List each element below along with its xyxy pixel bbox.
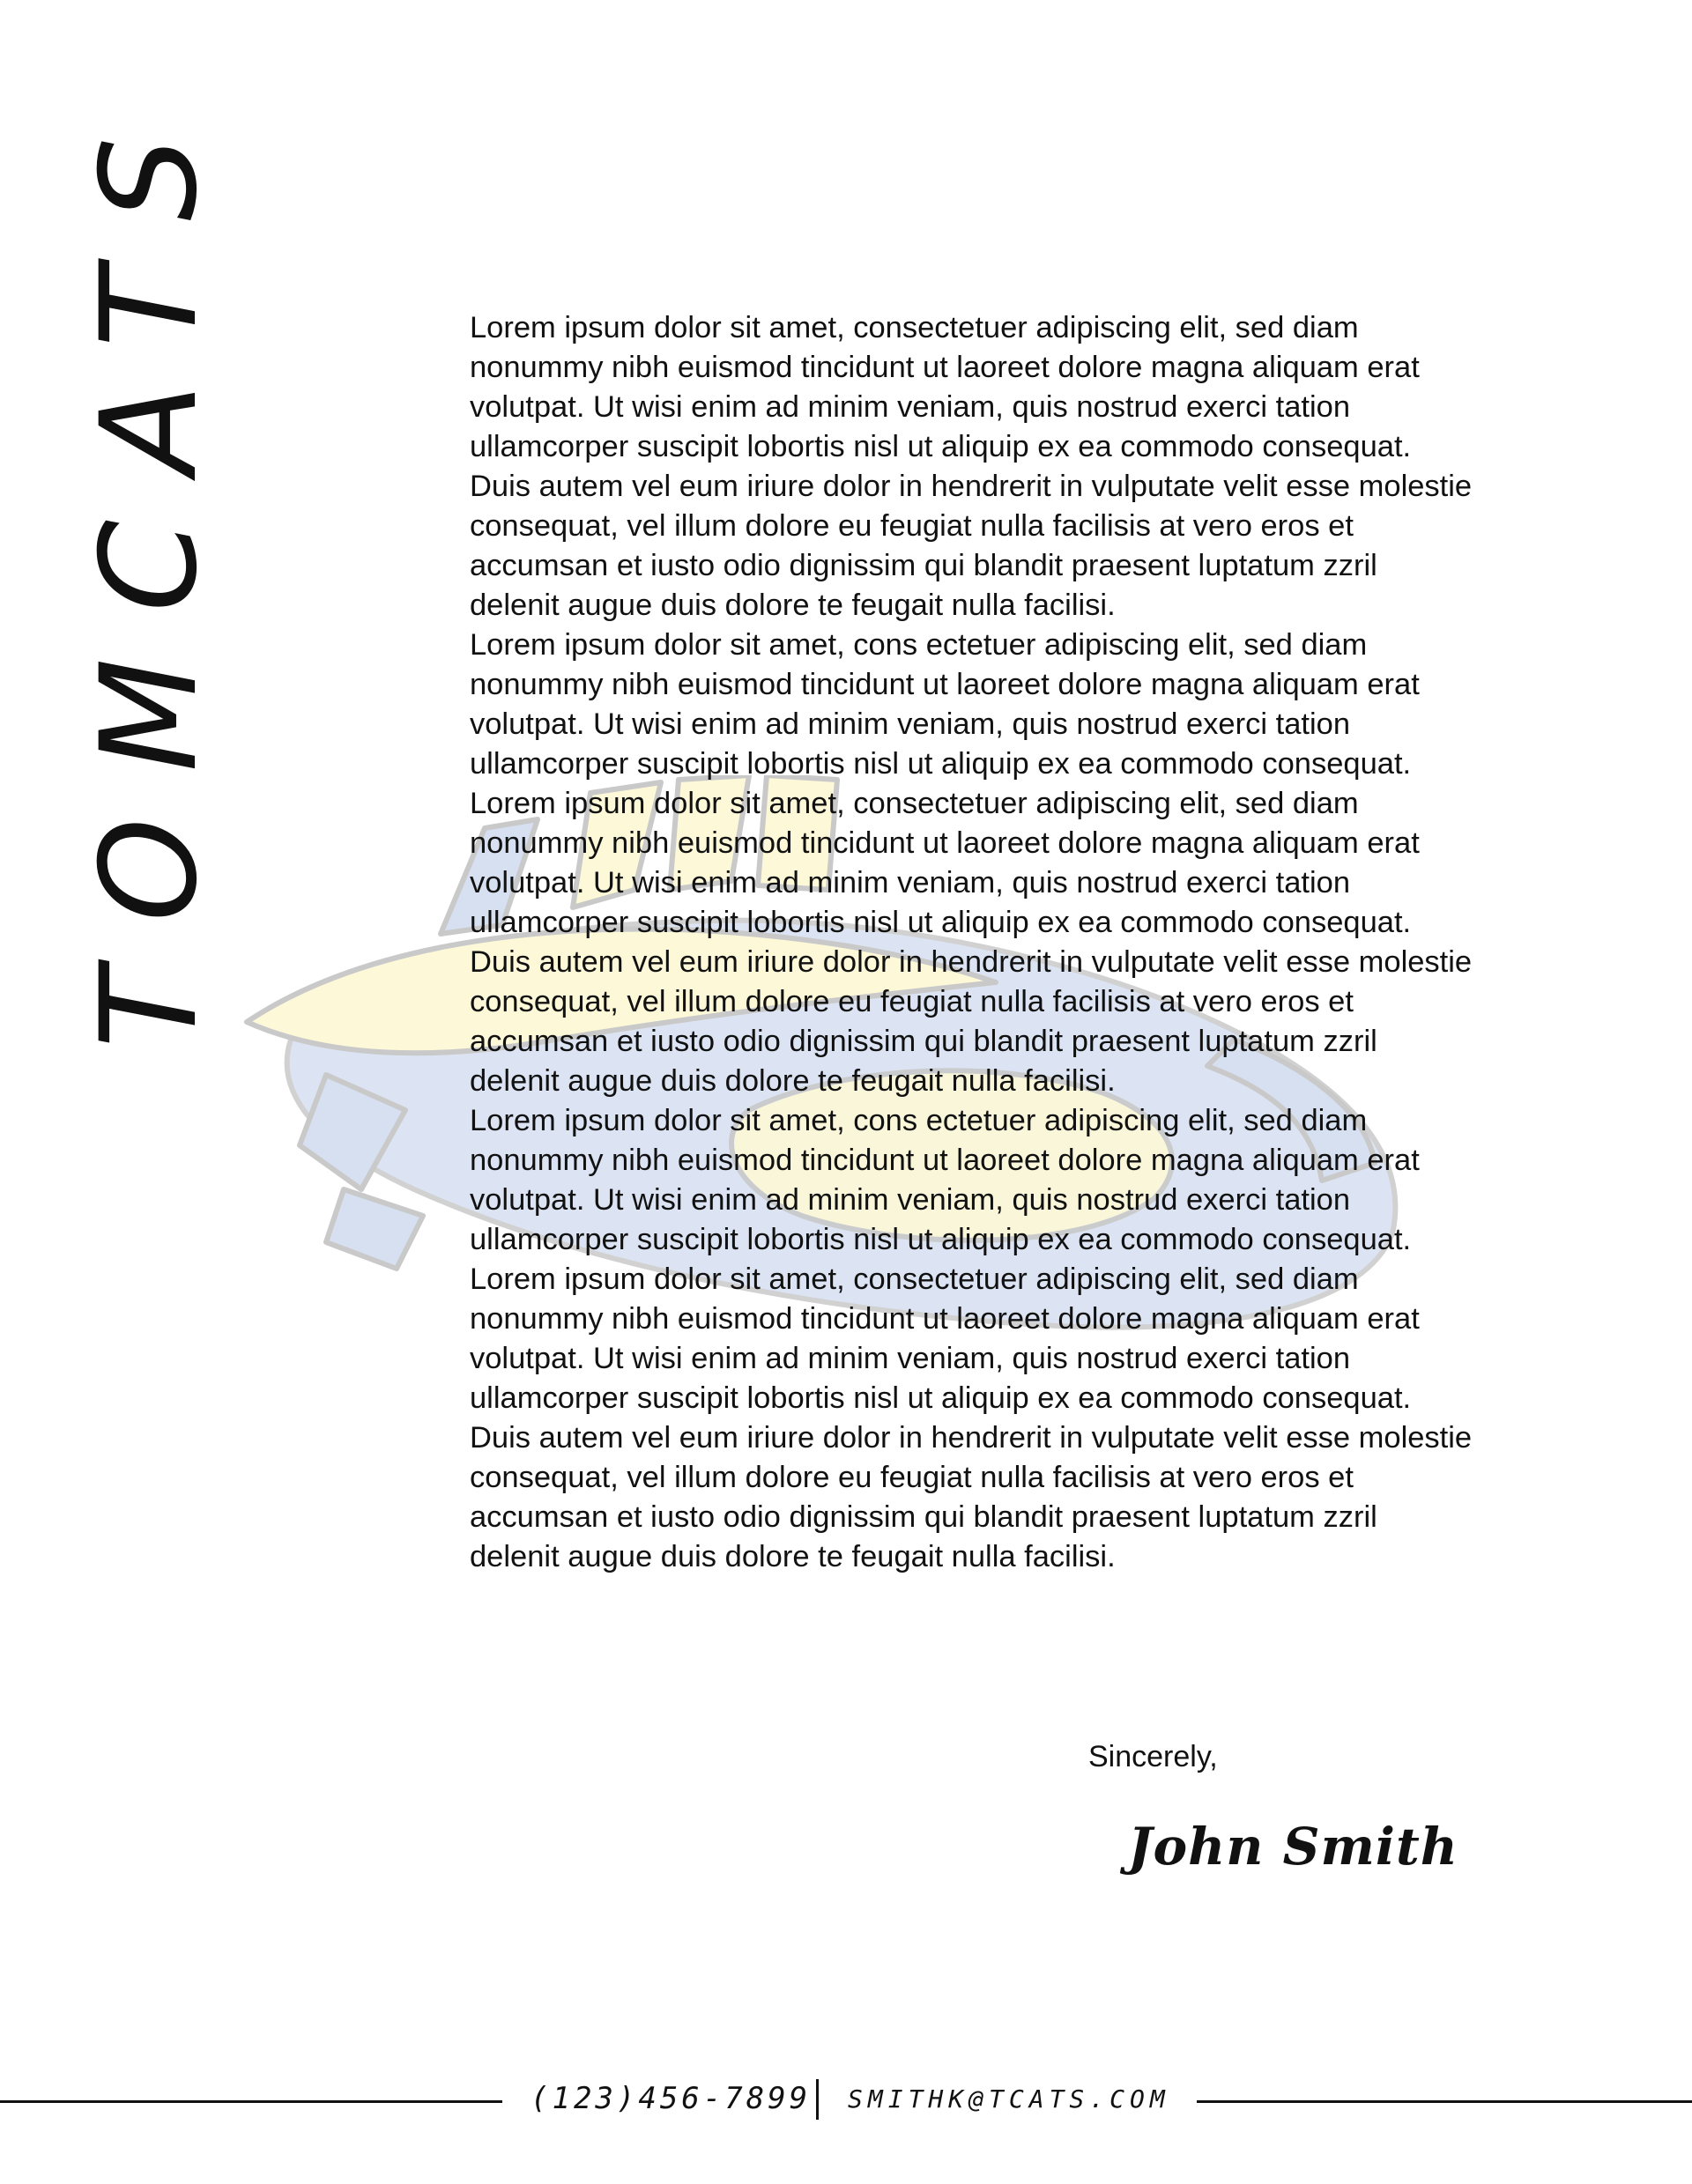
footer-rule-left	[0, 2100, 502, 2103]
letter-body	[470, 308, 1474, 1577]
closing-salutation: Sincerely,	[1088, 1740, 1218, 1773]
footer	[0, 2079, 1692, 2123]
body-paragraph-4: Lorem ipsum dolor sit amet, cons ectetuer adipiscing elit, sed diam nonummy nibh euismod tincidunt ut laoreet dolore magna aliquam erat volutpat. Ut wisi enim ad minim veniam, quis nostrud exerci tation ullamcorper suscipit lobortis nisl ut aliquip ex ea commodo consequat.	[470, 1104, 1420, 1256]
body-paragraph-3: Lorem ipsum dolor sit amet, consectetuer adipiscing elit, sed diam nonummy nibh euismod tincidunt ut laoreet dolore magna aliquam erat volutpat. Ut wisi enim ad minim veniam, quis nostrud exerci tation ullamcorper suscipit lobortis nisl ut aliquip ex ea commodo consequat. Duis autem vel eum iriure dolor in hendrerit in vulputate velit esse molestie consequat, vel illum dolore eu feugiat nulla facilisis at vero eros et accumsan et iusto odio dignissim qui blandit praesent luptatum zzril delenit augue duis dolore te feugait nulla facilisi.	[470, 787, 1473, 1098]
footer-phone: (123)456-7899	[531, 2081, 812, 2116]
body-paragraph-1: Lorem ipsum dolor sit amet, consectetuer adipiscing elit, sed diam nonummy nibh euismod tincidunt ut laoreet dolore magna aliquam erat volutpat. Ut wisi enim ad minim veniam, quis nostrud exerci tation ullamcorper suscipit lobortis nisl ut aliquip ex ea commodo consequat. Duis autem vel eum iriure dolor in hendrerit in vulputate velit esse molestie consequat, vel illum dolore eu feugiat nulla facilisis at vero eros et accumsan et iusto odio dignissim qui blandit praesent luptatum zzril delenit augue duis dolore te feugait nulla facilisi.	[470, 311, 1473, 622]
footer-email[interactable]: SMITHK@TCATS.COM	[848, 2084, 1170, 2114]
body-paragraph-2: Lorem ipsum dolor sit amet, cons ectetuer adipiscing elit, sed diam nonummy nibh euismod tincidunt ut laoreet dolore magna aliquam erat volutpat. Ut wisi enim ad minim veniam, quis nostrud exerci tation ullamcorper suscipit lobortis nisl ut aliquip ex ea commodo consequat.	[470, 628, 1420, 781]
signature: John Smith	[1128, 1817, 1458, 1877]
body-paragraph-5: Lorem ipsum dolor sit amet, consectetuer adipiscing elit, sed diam nonummy nibh euismod tincidunt ut laoreet dolore magna aliquam erat volutpat. Ut wisi enim ad minim veniam, quis nostrud exerci tation ullamcorper suscipit lobortis nisl ut aliquip ex ea commodo consequat. Duis autem vel eum iriure dolor in hendrerit in vulputate velit esse molestie consequat, vel illum dolore eu feugiat nulla facilisis at vero eros et accumsan et iusto odio dignissim qui blandit praesent luptatum zzril delenit augue duis dolore te feugait nulla facilisi.	[470, 1262, 1473, 1573]
footer-divider	[816, 2079, 819, 2120]
footer-rule-right	[1197, 2100, 1692, 2103]
brand-wordmark: TOMCATS	[73, 91, 226, 1048]
